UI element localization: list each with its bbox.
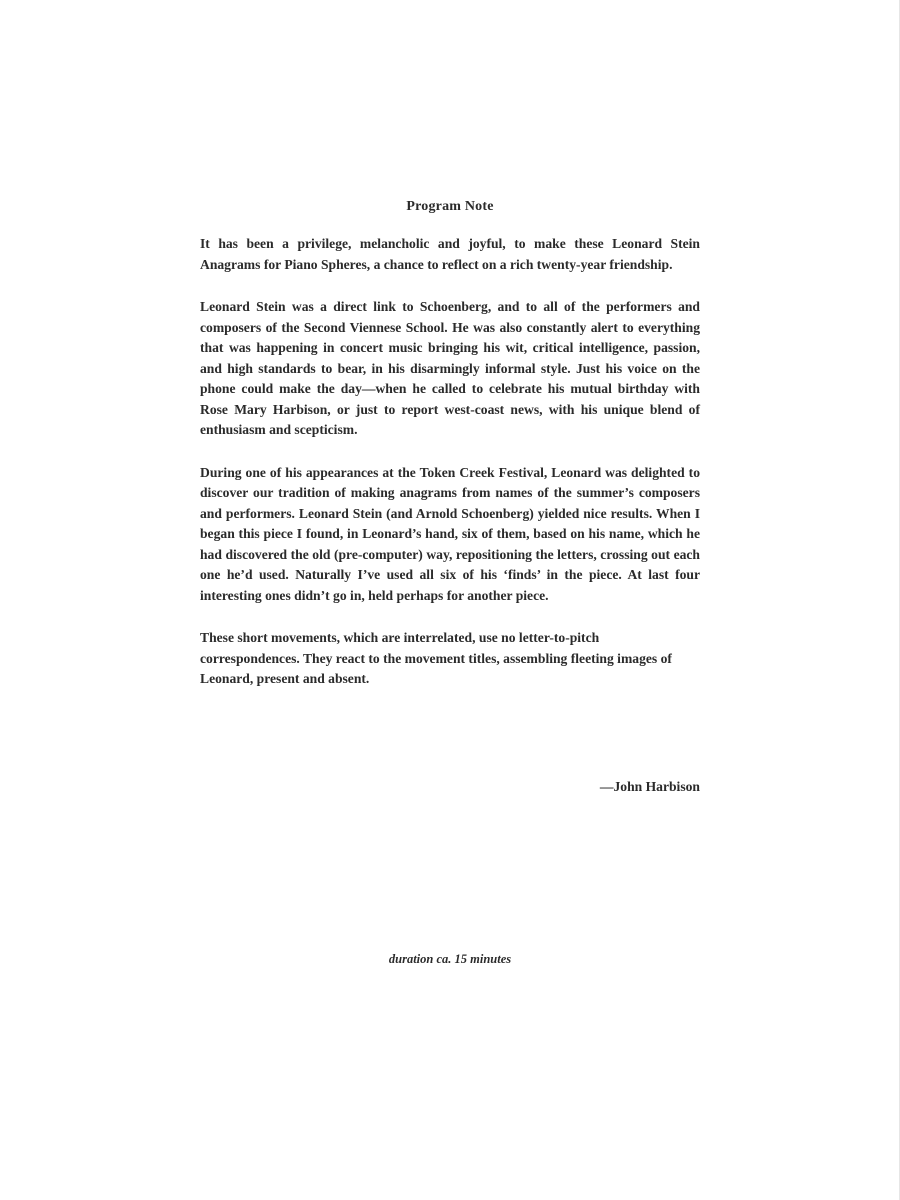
page-title: Program Note (406, 199, 494, 214)
program-note-body (200, 234, 700, 712)
paragraph-intro: It has been a privilege, melancholic and joyful, to make these Leonard Stein Anagrams for Piano Spheres, a chance to reflect on a rich twenty-year friendship. (200, 236, 700, 272)
duration-note: duration ca. 15 minutes (388, 952, 512, 966)
paragraph-movements: These short movements, which are interrelated, use no letter-to-pitch correspondences. They react to the movement titles, assembling fleeting images of Leonard, present and absent. (200, 630, 672, 686)
author-signature: —John Harbison (599, 779, 700, 794)
paragraph-leonard-stein: Leonard Stein was a direct link to Schoenberg, and to all of the performers and composers of the Second Viennese School. He was also constantly alert to everything that was happening in concert music bringing his wit, critical intelligence, passion, and high standards to bear, in his disarmingly informal style. Just his voice on the phone could make the day—when he called to celebrate his mutual birthday with Rose Mary Harbison, or just to report west-coast news, with his unique blend of enthusiasm and scepticism. (200, 299, 700, 437)
paragraph-token-creek: During one of his appearances at the Token Creek Festival, Leonard was delighted to discover our tradition of making anagrams from names of the summer’s composers and performers. Leonard Stein (and Arnold Schoenberg) yielded nice results. When I began this piece I found, in Leonard’s hand, six of them, based on his name, which he had discovered the old (pre-computer) way, repositioning the letters, crossing out each one he’d used. Naturally I’ve used all six of his ‘finds’ in the piece. At last four interesting ones didn’t go in, held perhaps for another piece. (200, 464, 700, 603)
